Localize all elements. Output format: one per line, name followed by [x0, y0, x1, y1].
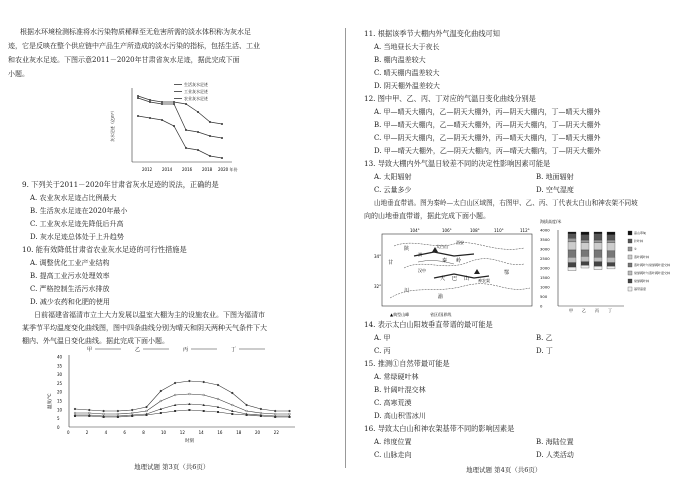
q10-option-c[interactable]: C. 严格控制生活污水排放 — [30, 285, 110, 293]
q11-stem: 11. 根据该季节大棚内外气温变化曲线可知 — [364, 29, 500, 38]
map-legend-peak: ▲典型山峰 — [390, 312, 410, 317]
chart2-xtick: 20 — [255, 430, 261, 435]
chart2-marker — [146, 414, 148, 416]
chart3-bar-segment — [568, 238, 576, 242]
chart1-point — [161, 103, 163, 105]
chart2-curve — [75, 381, 290, 411]
chart1-legend-3: 农业灰水足迹 — [184, 96, 208, 101]
q16-stem: 16. 导致太白山和神农架基带不同的影响因素是 — [364, 424, 515, 433]
chart3-bar-segment — [581, 240, 589, 243]
map-lon-label: 104° — [410, 228, 420, 233]
chart1-point — [197, 149, 199, 151]
chart2-xtick: 2 — [85, 430, 89, 435]
chart1-ylabel: 灰水足迹（亿m³） — [110, 108, 115, 142]
chart1-point — [161, 119, 163, 121]
chart1-point — [221, 137, 223, 139]
q11-option-d[interactable]: D. 阴天棚外温差较大 — [374, 82, 440, 90]
chart2-marker — [103, 416, 105, 418]
map-place-label: 大 — [440, 276, 446, 282]
chart2-marker — [274, 410, 276, 412]
map-place-label: 西安 — [456, 240, 464, 245]
chart3-legend-swatch — [628, 247, 632, 251]
chart3-ytick: 500 — [540, 294, 548, 299]
q13-option-c[interactable]: C. 云量多少 — [374, 186, 412, 194]
chart2-marker — [88, 409, 90, 411]
chart3-bar-segment — [607, 263, 615, 267]
q13-option-d[interactable]: D. 空气湿度 — [536, 186, 574, 194]
map-lon-label: 108° — [470, 228, 480, 233]
q15-option-a[interactable]: A. 常绿硬叶林 — [374, 373, 419, 381]
chart2-marker — [231, 392, 233, 394]
passage3-line-1: 山地垂直带谱。图为秦岭—太白山区域图，右图甲、乙、丙、丁代表太白山和神农架不同坡 — [374, 199, 638, 207]
chart2-marker — [274, 416, 276, 418]
chart2-ytick: 15 — [57, 398, 63, 404]
chart3-legend-label: 常绿阔叶林 — [634, 279, 650, 283]
chart3-legend-label: 基带高度 — [634, 287, 647, 291]
chart3-ytick: 3500 — [540, 237, 550, 242]
gray-water-chart — [108, 82, 238, 180]
chart3-bar-segment — [594, 257, 602, 262]
chart3-bar-segment — [568, 242, 576, 250]
chart2-marker — [88, 415, 90, 417]
chart3-bar-segment — [568, 234, 576, 239]
chart3-ytick: 2000 — [540, 265, 550, 271]
q12-option-b[interactable]: B. 甲—晴天大棚内，乙—晴天大棚外，丙—阴天大棚内，丁—阴天大棚外 — [374, 121, 601, 129]
chart2-marker — [117, 410, 119, 412]
chart1-point — [161, 101, 163, 103]
map-lon-label: 110° — [494, 228, 504, 233]
chart2-marker — [174, 382, 176, 384]
chart2-marker — [160, 400, 162, 402]
vertical-zone-chart — [538, 216, 688, 320]
chart3-bar-segment — [607, 257, 615, 262]
chart3-ytick: 4000 — [540, 227, 550, 233]
chart2-ytick: 10 — [57, 407, 63, 413]
chart3-legend-swatch — [628, 255, 632, 259]
chart1-point — [197, 111, 199, 113]
passage2-line-2: 某季节平均温度变化曲线图，图中四条曲线分别为晴天和阴天两种天气条件下大 — [22, 324, 267, 332]
chart2-marker — [274, 413, 276, 415]
chart2-xtick: 0 — [67, 430, 70, 435]
chart2-ytick: 0 — [57, 424, 60, 430]
chart3-legend-label: 落叶阔叶与常绿阔叶混交林 — [634, 263, 671, 267]
chart2-xtick: 6 — [123, 430, 126, 435]
q14-option-a[interactable]: A. 甲 — [374, 334, 391, 342]
chart1-legend-1: 生活灰水足迹 — [184, 82, 208, 87]
chart3-bar-segment — [568, 267, 576, 271]
q10-option-d[interactable]: D. 减少农药和化肥的使用 — [30, 298, 110, 306]
chart3-ytick: 1500 — [540, 275, 550, 280]
chart2-xtick: 18 — [236, 430, 242, 435]
chart2-marker — [131, 412, 133, 414]
q13-option-b[interactable]: B. 地面辐射 — [536, 173, 574, 181]
chart3-bar-segment — [607, 243, 615, 251]
intro-line-3: 和农业灰水足迹。下图示意2011－2020年甘肃省灰水足迹，据此完成下面 — [8, 56, 240, 64]
chart1-point — [173, 103, 175, 105]
chart2-marker — [189, 393, 191, 395]
chart1-point — [149, 101, 151, 103]
chart3-bar-segment — [607, 266, 615, 269]
chart2-marker — [189, 380, 191, 382]
chart2-marker — [160, 390, 162, 392]
chart2-marker — [217, 384, 219, 386]
chart1-point — [137, 97, 139, 99]
chart2-xtick: 16 — [217, 430, 223, 435]
q15-stem: 15. 推测①自然带最可能是 — [364, 359, 450, 368]
map-place-label: 岭 — [456, 258, 462, 264]
chart1-xtick: 2018 — [202, 167, 213, 172]
map-lon-label: 112° — [520, 228, 530, 233]
chart2-marker — [88, 412, 90, 414]
q9-option-d[interactable]: D. 灰水足迹总体处于上升趋势 — [30, 233, 124, 241]
chart2-marker — [174, 394, 176, 396]
chart2-marker — [203, 394, 205, 396]
chart2-marker — [188, 409, 190, 411]
chart2-marker — [217, 411, 219, 413]
chart2-marker — [260, 412, 262, 414]
chart2-marker — [289, 410, 291, 412]
map-place-label: 川 — [404, 288, 410, 294]
chart2-marker — [260, 408, 262, 410]
chart3-legend-swatch — [628, 239, 632, 243]
q11-option-a[interactable]: A. 当地昼长大于夜长 — [374, 43, 440, 51]
chart2-marker — [246, 404, 248, 406]
chart1-point — [137, 115, 139, 117]
chart2-marker — [74, 412, 76, 414]
chart1-xtick: 2014 — [162, 167, 173, 172]
chart3-bar-segment — [581, 256, 589, 261]
chart1-point — [197, 131, 199, 133]
chart3-legend-label: 落叶阔叶林 — [634, 255, 650, 259]
chart3-legend-label: ① — [634, 247, 637, 251]
chart2-xtick: 12 — [179, 430, 185, 435]
chart2-ylabel: 温度/℃ — [48, 393, 53, 409]
chart2-xtick: 14 — [198, 430, 204, 435]
passage2-line-1: 日前福建省福清市立土大力发展以温室大棚为主的设施农业。下图为福清市 — [34, 311, 265, 319]
chart1-point — [221, 123, 223, 125]
chart2-marker — [74, 415, 76, 417]
chart1-xtick: 2012 — [142, 167, 153, 172]
chart2-xtick: 4 — [104, 430, 108, 435]
q9-option-a[interactable]: A. 农业灰水足迹占比例最大 — [30, 194, 117, 202]
chart3-legend-label: 常绿阔叶与落叶阔叶混交林 — [634, 271, 671, 275]
q12-stem: 12. 图中甲、乙、丙、丁对应的气温日变化曲线分别是 — [364, 94, 536, 103]
q15-option-b[interactable]: B. 针阔叶混交林 — [374, 386, 426, 394]
chart1-point — [185, 129, 187, 131]
chart2-ytick: 25 — [57, 380, 63, 386]
q15-option-d[interactable]: D. 高山积雪冰川 — [374, 412, 426, 420]
chart3-bar-segment — [594, 262, 602, 267]
chart2-marker — [260, 415, 262, 417]
chart2-legend-label: 乙 — [135, 347, 141, 353]
chart2-legend-label: 丁 — [231, 347, 237, 353]
chart2-marker — [74, 408, 76, 410]
chart3-bar-segment — [607, 232, 615, 235]
chart3-bar-segment — [581, 250, 589, 256]
chart2-marker — [117, 416, 119, 418]
temperature-chart — [45, 343, 300, 445]
q13-stem: 13. 导致大棚内外气温日较差不同的决定性影响因素可能是 — [364, 159, 551, 168]
chart2-marker — [246, 410, 248, 412]
chart1-point — [173, 125, 175, 127]
q11-option-b[interactable]: B. 棚内温差较大 — [374, 56, 426, 64]
map-lat-label: 32° — [374, 284, 382, 289]
chart2-marker — [289, 413, 291, 415]
chart2-marker — [146, 406, 148, 408]
chart3-bar-segment — [607, 240, 615, 243]
q14-option-d[interactable]: D. 丁 — [536, 347, 553, 355]
q11-option-c[interactable]: C. 晴天棚内温差较大 — [374, 69, 440, 77]
chart3-bar-segment — [568, 263, 576, 268]
chart1-point — [137, 95, 139, 97]
qinling-map — [374, 228, 538, 320]
q12-option-a[interactable]: A. 甲—晴天大棚内，乙—阴天大棚外，丙—阴天大棚内，丁—晴天大棚外 — [374, 108, 601, 116]
chart2-xtick: 22 — [273, 430, 279, 435]
chart2-marker — [231, 413, 233, 415]
chart2-ytick: 30 — [57, 372, 63, 378]
chart3-bar-segment — [581, 235, 589, 240]
q16-option-b[interactable]: B. 海陆位置 — [536, 438, 574, 446]
chart1-point — [149, 117, 151, 119]
chart3-legend-swatch — [628, 287, 632, 291]
page-footer-left: 地理试题 第3页（共6页） — [134, 463, 210, 471]
chart1-point — [185, 147, 187, 149]
q12-option-c[interactable]: C. 甲—阴天大棚内，乙—阴天大棚外，丙—晴天大棚内，丁—晴天大棚外 — [374, 134, 601, 142]
chart2-marker — [160, 412, 162, 414]
chart2-marker — [103, 410, 105, 412]
chart3-bar-segment — [607, 251, 615, 257]
chart2-marker — [289, 416, 291, 418]
chart3-bar-segment — [568, 232, 576, 234]
map-place-label: 渝 — [438, 294, 444, 300]
chart3-bar-segment — [594, 250, 602, 257]
passage3-line-2: 向的山地垂直带谱，据此完成下面小题。 — [364, 212, 490, 220]
chart2-marker — [231, 404, 233, 406]
chart2-ytick: 35 — [57, 363, 63, 369]
q10-option-b[interactable]: B. 提高工业污水处理效率 — [30, 272, 110, 280]
chart1-legend-2: 工业灰水足迹 — [184, 89, 208, 94]
q13-option-a[interactable]: A. 太阳辐射 — [374, 173, 412, 181]
chart3-ylabel: 海拔高度/米 — [540, 219, 562, 224]
chart3-bar-segment — [568, 257, 576, 262]
chart2-legend-label: 丙 — [183, 347, 189, 353]
chart2-marker — [131, 415, 133, 417]
chart3-legend-label: 高山草甸 — [634, 231, 647, 235]
map-place-label: 神农架 — [478, 278, 490, 283]
chart2-marker — [131, 409, 133, 411]
map-place-label: 巴 — [452, 276, 458, 282]
chart1-point — [209, 155, 211, 157]
chart1-xtick: 2016 — [182, 167, 193, 172]
chart3-legend-swatch — [628, 271, 632, 275]
chart3-bar-segment — [594, 243, 602, 250]
q9-stem: 9. 下列关于2011－2020年甘肃省灰水足迹的说法，正确的是 — [22, 180, 219, 189]
map-place-label: 太白山 — [436, 244, 448, 249]
chart1-point — [185, 103, 187, 105]
chart3-legend-swatch — [628, 279, 632, 283]
chart3-ytick: 1000 — [540, 284, 550, 290]
q10-stem: 10. 能有效降低甘肃省农业灰水足迹的可行性措施是 — [22, 245, 187, 254]
chart3-xtick: 乙 — [582, 308, 586, 313]
chart2-marker — [174, 410, 176, 412]
chart3-bar-segment — [594, 232, 602, 234]
map-place-label: 汉中 — [418, 268, 426, 273]
chart3-bar-segment — [607, 235, 615, 240]
chart3-xtick: 丁 — [608, 308, 612, 313]
intro-line-2: 迹，它是反映在整个供应链中产品生产所造成的淡水污染的指标，包括生活、工业 — [8, 42, 260, 50]
chart2-xlabel: 时刻 — [185, 439, 194, 444]
chart3-bar-segment — [594, 240, 602, 243]
q16-option-c[interactable]: C. 山脉走向 — [374, 451, 412, 459]
q15-option-c[interactable]: C. 高寒荒漠 — [374, 399, 412, 407]
chart3-legend-swatch — [628, 263, 632, 267]
chart2-marker — [103, 413, 105, 415]
q16-option-d[interactable]: D. 人类活动 — [536, 451, 574, 459]
chart2-xtick: 10 — [161, 430, 167, 435]
q9-option-b[interactable]: B. 生活灰水足迹在2020年最小 — [30, 207, 128, 215]
chart2-legend-label: 甲 — [87, 347, 93, 353]
map-place-label: 甘 — [388, 260, 394, 266]
chart3-ytick: 0 — [540, 303, 543, 309]
chart2-ytick: 40 — [57, 354, 63, 360]
map-lon-label: 106° — [442, 228, 452, 233]
q16-option-a[interactable]: A. 纬度位置 — [374, 438, 412, 446]
chart3-bar-segment — [581, 232, 589, 235]
q10-option-a[interactable]: A. 调整优化工业产业结构 — [30, 259, 110, 267]
q14-stem: 14. 表示太白山阳坡垂直带谱的最可能是 — [364, 320, 493, 329]
chart2-marker — [117, 413, 119, 415]
chart3-bar-segment — [581, 262, 589, 266]
chart2-ytick: 5 — [57, 416, 60, 422]
map-place-label: 陕 — [404, 246, 410, 252]
intro-line-1: 根据水环境检测标准将水污染物质稀释至无危害所需的淡水体积称为灰水足 — [20, 28, 251, 36]
q14-option-c[interactable]: C. 丙 — [374, 347, 391, 355]
map-lat-label: 34° — [374, 254, 382, 259]
chart3-legend-label: 针叶林 — [634, 239, 644, 243]
map-place-label: 渭 — [418, 252, 422, 257]
chart2-marker — [203, 381, 205, 383]
chart3-ytick: 3000 — [540, 246, 550, 252]
chart2-xtick: 8 — [142, 430, 145, 435]
chart3-xtick: 甲 — [569, 308, 573, 313]
page-right — [346, 0, 692, 491]
chart1-point — [209, 121, 211, 123]
chart3-ytick: 2500 — [540, 256, 550, 261]
chart1-point — [173, 101, 175, 103]
chart1-point — [221, 157, 223, 159]
chart3-bar-segment — [581, 243, 589, 250]
chart1-point — [149, 99, 151, 101]
q9-option-c[interactable]: C. 工业灰水足迹先降低后升高 — [30, 220, 124, 228]
chart3-bar-segment — [581, 265, 589, 268]
q14-option-b[interactable]: B. 乙 — [536, 334, 553, 342]
page-footer-right: 地理试题 第4页（共6页） — [466, 466, 542, 474]
chart2-marker — [203, 410, 205, 412]
map-legend-border: 省区/国界线 — [430, 312, 452, 317]
chart3-xtick: 丙 — [595, 308, 599, 313]
chart2-marker — [146, 410, 148, 412]
chart1-point — [209, 135, 211, 137]
chart3-bar-segment — [594, 266, 602, 270]
map-place-label: 秦 — [442, 258, 448, 264]
map-place-label: 山 — [464, 276, 470, 282]
chart3-bar-segment — [568, 250, 576, 257]
chart2-marker — [217, 398, 219, 400]
intro-line-4: 小题。 — [8, 70, 29, 78]
map-place-label: 鄂 — [504, 270, 510, 276]
chart3-legend-swatch — [628, 231, 632, 235]
chart1-xtick: 2020 年份 — [218, 167, 238, 172]
passage2-line-3: 棚内、外气温日变化曲线。据此完成下面小题。 — [22, 337, 169, 345]
chart2-ytick: 20 — [57, 389, 63, 395]
q12-option-d[interactable]: D. 甲—晴天大棚外，乙—阴天大棚内，丙—晴天大棚内，丁—阴天大棚外 — [374, 147, 601, 155]
chart2-marker — [246, 414, 248, 416]
chart3-bar-segment — [594, 234, 602, 240]
